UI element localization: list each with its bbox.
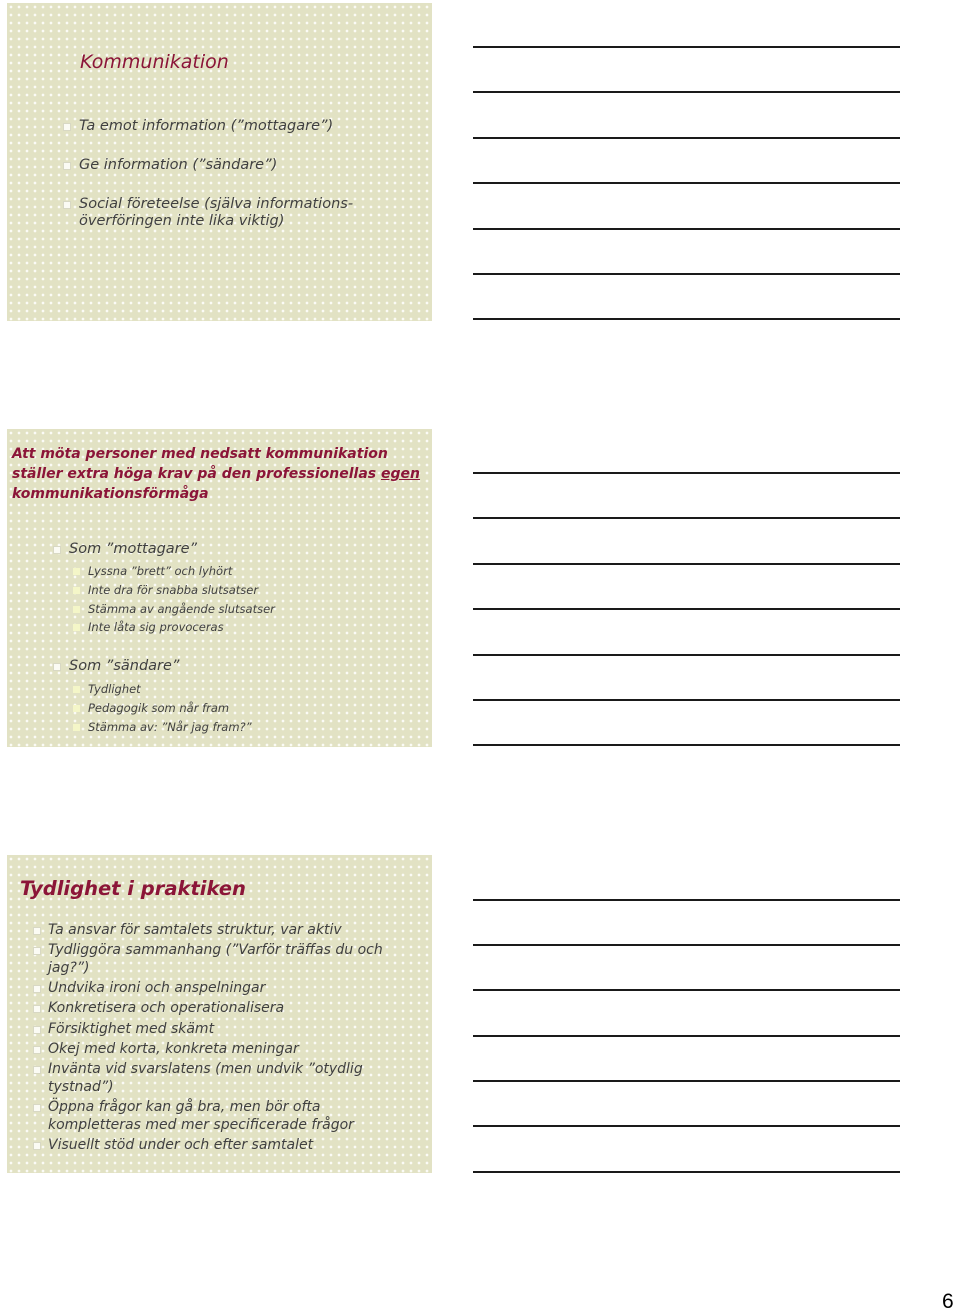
note-line: [473, 699, 900, 701]
square-bullet-icon: [33, 1046, 41, 1054]
list-item: Pedagogik som når fram: [73, 699, 252, 718]
note-line: [473, 318, 900, 320]
square-bullet-icon: [53, 546, 61, 554]
list-item: Inte låta sig provoceras: [73, 618, 275, 637]
square-bullet-icon: [73, 705, 80, 712]
note-line: [473, 91, 900, 93]
note-line: [473, 1171, 900, 1173]
page-number: 6: [942, 1290, 954, 1313]
note-line: [473, 563, 900, 565]
list-item: Undvika ironi och anspelningar: [33, 980, 413, 998]
list-item: Tydlighet: [73, 680, 252, 699]
note-line: [473, 137, 900, 139]
slide-att-mota-personer: [7, 429, 432, 747]
list-item: Stämma av angående slutsatser: [73, 600, 275, 619]
square-bullet-icon: [73, 686, 80, 693]
list-item: Social företeelse (själva informations-överföringen inte lika viktig): [63, 196, 408, 230]
list-item: Konkretisera och operationalisera: [33, 1000, 413, 1018]
group-heading: Som ”mottagare”: [53, 541, 197, 557]
list-item: Okej med korta, konkreta meningar: [33, 1041, 413, 1059]
list-item: Tydliggöra sammanhang (”Varför träffas du och jag?”): [33, 942, 413, 977]
note-line: [473, 46, 900, 48]
square-bullet-icon: [33, 1142, 41, 1150]
bullet-list: [33, 922, 413, 1157]
note-line: [473, 989, 900, 991]
square-bullet-icon: [73, 724, 80, 731]
list-item: Invänta vid svarslatens (men undvik ”otydlig tystnad”): [33, 1061, 413, 1096]
note-line: [473, 944, 900, 946]
square-bullet-icon: [33, 1104, 41, 1112]
note-line: [473, 182, 900, 184]
square-bullet-icon: [63, 123, 71, 131]
note-line: [473, 654, 900, 656]
slide-title: Att möta personer med nedsatt kommunikation ställer extra höga krav på den professionellas egen kommunikationsförmåga: [12, 446, 420, 502]
square-bullet-icon: [33, 1066, 41, 1074]
list-item: Stämma av: ”Når jag fram?”: [73, 718, 252, 737]
slide-title: Kommunikation: [80, 51, 229, 73]
square-bullet-icon: [33, 947, 41, 955]
note-line: [473, 472, 900, 474]
slide-tydlighet-i-praktiken: [7, 855, 432, 1173]
square-bullet-icon: [33, 985, 41, 993]
list-item: Inte dra för snabba slutsatser: [73, 581, 275, 600]
square-bullet-icon: [33, 1026, 41, 1034]
list-item: Öppna frågor kan gå bra, men bör ofta kompletteras med mer specificerade frågor: [33, 1099, 413, 1134]
square-bullet-icon: [53, 663, 61, 671]
square-bullet-icon: [63, 201, 71, 209]
sub-bullet-list: [73, 562, 275, 637]
square-bullet-icon: [73, 624, 80, 631]
list-item: Ta emot information (”mottagare”): [63, 118, 408, 135]
note-line: [473, 228, 900, 230]
note-line: [473, 273, 900, 275]
square-bullet-icon: [33, 1005, 41, 1013]
list-item: Ge information (”sändare”): [63, 157, 408, 174]
bullet-list: [63, 118, 408, 252]
note-line: [473, 1080, 900, 1082]
group-heading: Som ”sändare”: [53, 658, 179, 674]
square-bullet-icon: [63, 162, 71, 170]
note-line: [473, 1035, 900, 1037]
square-bullet-icon: [73, 587, 80, 594]
list-item: Försiktighet med skämt: [33, 1021, 413, 1039]
list-item: Lyssna ”brett” och lyhört: [73, 562, 275, 581]
note-line: [473, 744, 900, 746]
square-bullet-icon: [73, 568, 80, 575]
square-bullet-icon: [73, 606, 80, 613]
list-item: Ta ansvar för samtalets struktur, var aktiv: [33, 922, 413, 940]
note-line: [473, 608, 900, 610]
note-line: [473, 1125, 900, 1127]
sub-bullet-list: [73, 680, 252, 736]
slide-title: Tydlighet i praktiken: [20, 877, 246, 900]
list-item: Visuellt stöd under och efter samtalet: [33, 1137, 413, 1155]
note-line: [473, 899, 900, 901]
slide-kommunikation: [7, 3, 432, 321]
square-bullet-icon: [33, 927, 41, 935]
note-line: [473, 517, 900, 519]
